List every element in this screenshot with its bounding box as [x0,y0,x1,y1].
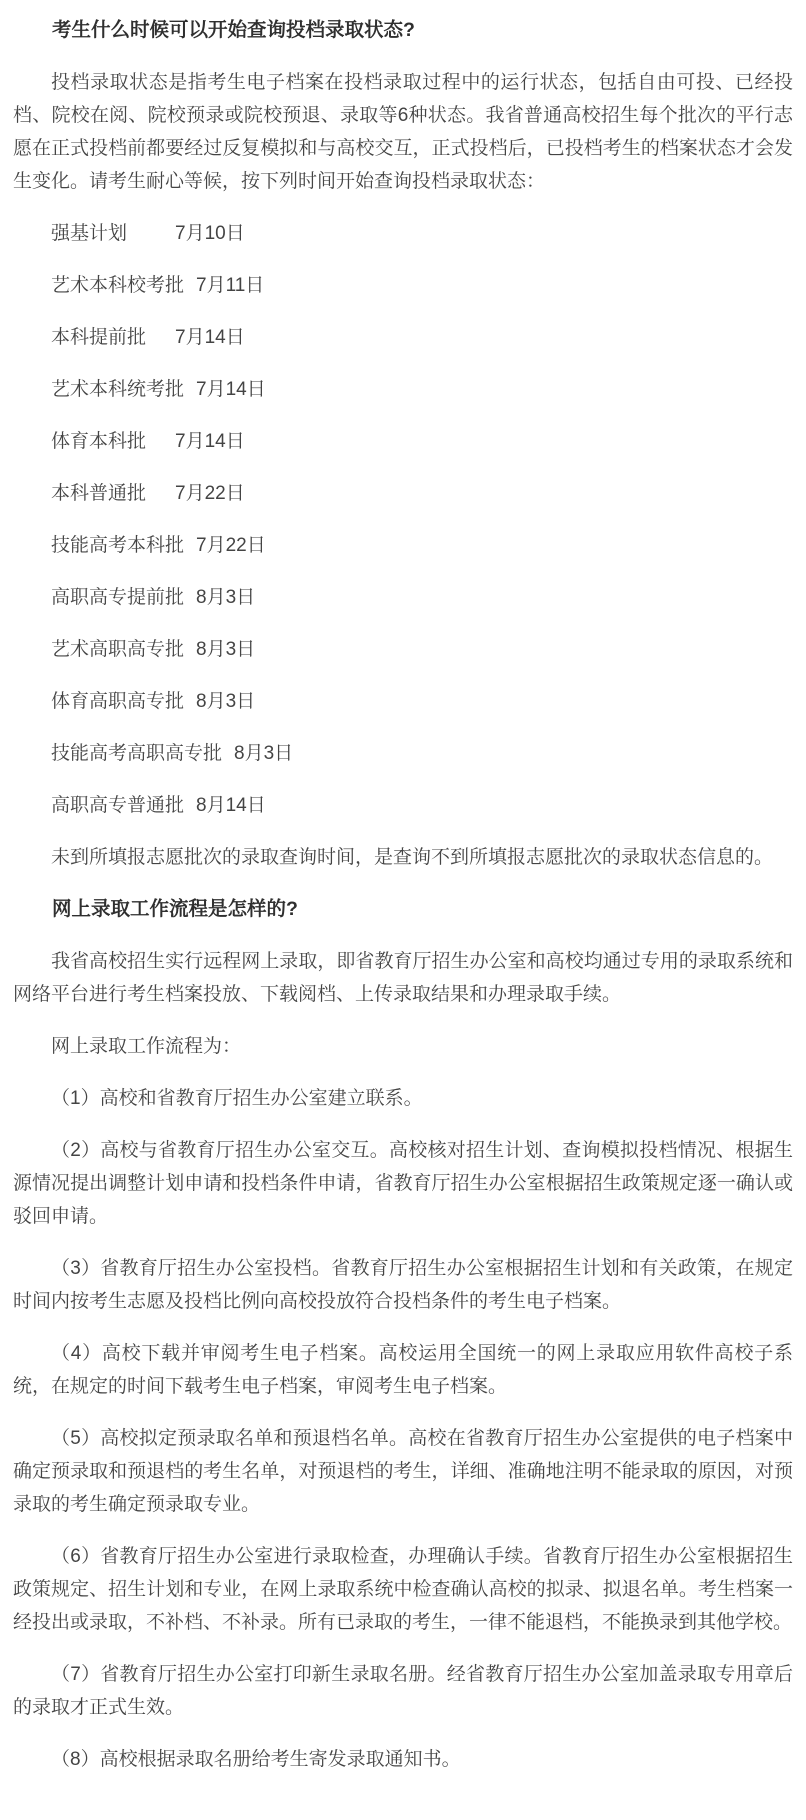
schedule-row [13,217,793,250]
batch-date: 7月11日 [196,275,265,296]
process-step: （5）高校拟定预录取名单和预退档名单。高校在省教育厅招生办公室提供的电子档案中确定预录取和预退档的考生名单，对预退档的考生，详细、准确地注明不能录取的原因，对预录取的考生确定预录取专业。 [13,1428,793,1515]
batch-name: 艺术高职高专批 [51,639,185,660]
process-step: （2）高校与省教育厅招生办公室交互。高校核对招生计划、查询模拟投档情况、根据生源情况提出调整计划申请和投档条件申请，省教育厅招生办公室根据招生政策规定逐一确认或驳回申请。 [13,1140,793,1227]
process-label: 网上录取工作流程为： [51,1036,242,1057]
schedule-row [13,529,793,562]
schedule-row [13,477,793,510]
batch-name: 艺术本科统考批 [51,379,185,400]
schedule-row [13,373,793,406]
process-step: （8）高校根据录取名册给考生寄发录取通知书。 [51,1749,461,1770]
process-step: （4）高校下载并审阅考生电子档案。高校运用全国统一的网上录取应用软件高校子系统，在规定的时间下载考生电子档案，审阅考生电子档案。 [13,1343,793,1397]
batch-name: 本科普通批 [51,483,147,504]
schedule-row [13,269,793,302]
batch-date: 8月14日 [196,795,266,816]
batch-name: 强基计划 [51,223,128,244]
schedule-row [13,581,793,614]
batch-name: 体育高职高专批 [51,691,185,712]
batch-date: 7月14日 [175,431,245,452]
schedule-row [13,321,793,354]
schedule-row [13,685,793,718]
q1-note-paragraph: 未到所填报志愿批次的录取查询时间，是查询不到所填报志愿批次的录取状态信息的。 [51,847,774,868]
batch-name: 本科提前批 [51,327,147,348]
batch-date: 8月3日 [234,743,294,764]
schedule-row [13,425,793,458]
batch-date: 8月3日 [196,587,256,608]
batch-date: 7月14日 [175,327,245,348]
batch-date: 7月22日 [175,483,245,504]
batch-name: 技能高考本科批 [51,535,185,556]
question-heading-1: 考生什么时候可以开始查询投档录取状态? [52,19,415,41]
schedule-row [13,737,793,770]
process-step: （1）高校和省教育厅招生办公室建立联系。 [51,1088,423,1109]
batch-name: 技能高考高职高专批 [51,743,223,764]
process-step: （7）省教育厅招生办公室打印新生录取名册。经省教育厅招生办公室加盖录取专用章后的录取才正式生效。 [13,1664,793,1718]
schedule-list [13,217,793,822]
batch-date: 7月10日 [175,223,245,244]
batch-name: 高职高专普通批 [51,795,185,816]
schedule-row [13,633,793,666]
batch-name: 艺术本科校考批 [51,275,185,296]
batch-name: 高职高专提前批 [51,587,185,608]
batch-date: 7月22日 [196,535,266,556]
batch-name: 体育本科批 [51,431,147,452]
schedule-row [13,789,793,822]
process-step: （6）省教育厅招生办公室进行录取检查，办理确认手续。省教育厅招生办公室根据招生政策规定、招生计划和专业，在网上录取系统中检查确认高校的拟录、拟退名单。考生档案一经投出或录取，不补档、不补录。所有已录取的考生，一律不能退档，不能换录到其他学校。 [13,1546,793,1633]
q1-intro-paragraph: 投档录取状态是指考生电子档案在投档录取过程中的运行状态，包括自由可投、已经投档、院校在阅、院校预录或院校预退、录取等6种状态。我省普通高校招生每个批次的平行志愿在正式投档前都要经过反复模拟和与高校交互，正式投档后，已投档考生的档案状态才会发生变化。请考生耐心等候，按下列时间开始查询投档录取状态： [13,72,793,192]
question-heading-2: 网上录取工作流程是怎样的? [52,898,298,920]
process-steps [13,1082,793,1776]
batch-date: 7月14日 [196,379,266,400]
batch-date: 8月3日 [196,639,256,660]
q2-intro-paragraph: 我省高校招生实行远程网上录取，即省教育厅招生办公室和高校均通过专用的录取系统和网络平台进行考生档案投放、下载阅档、上传录取结果和办理录取手续。 [13,951,793,1005]
process-step: （3）省教育厅招生办公室投档。省教育厅招生办公室根据招生计划和有关政策，在规定时间内按考生志愿及投档比例向高校投放符合投档条件的考生电子档案。 [13,1258,793,1312]
batch-date: 8月3日 [196,691,256,712]
